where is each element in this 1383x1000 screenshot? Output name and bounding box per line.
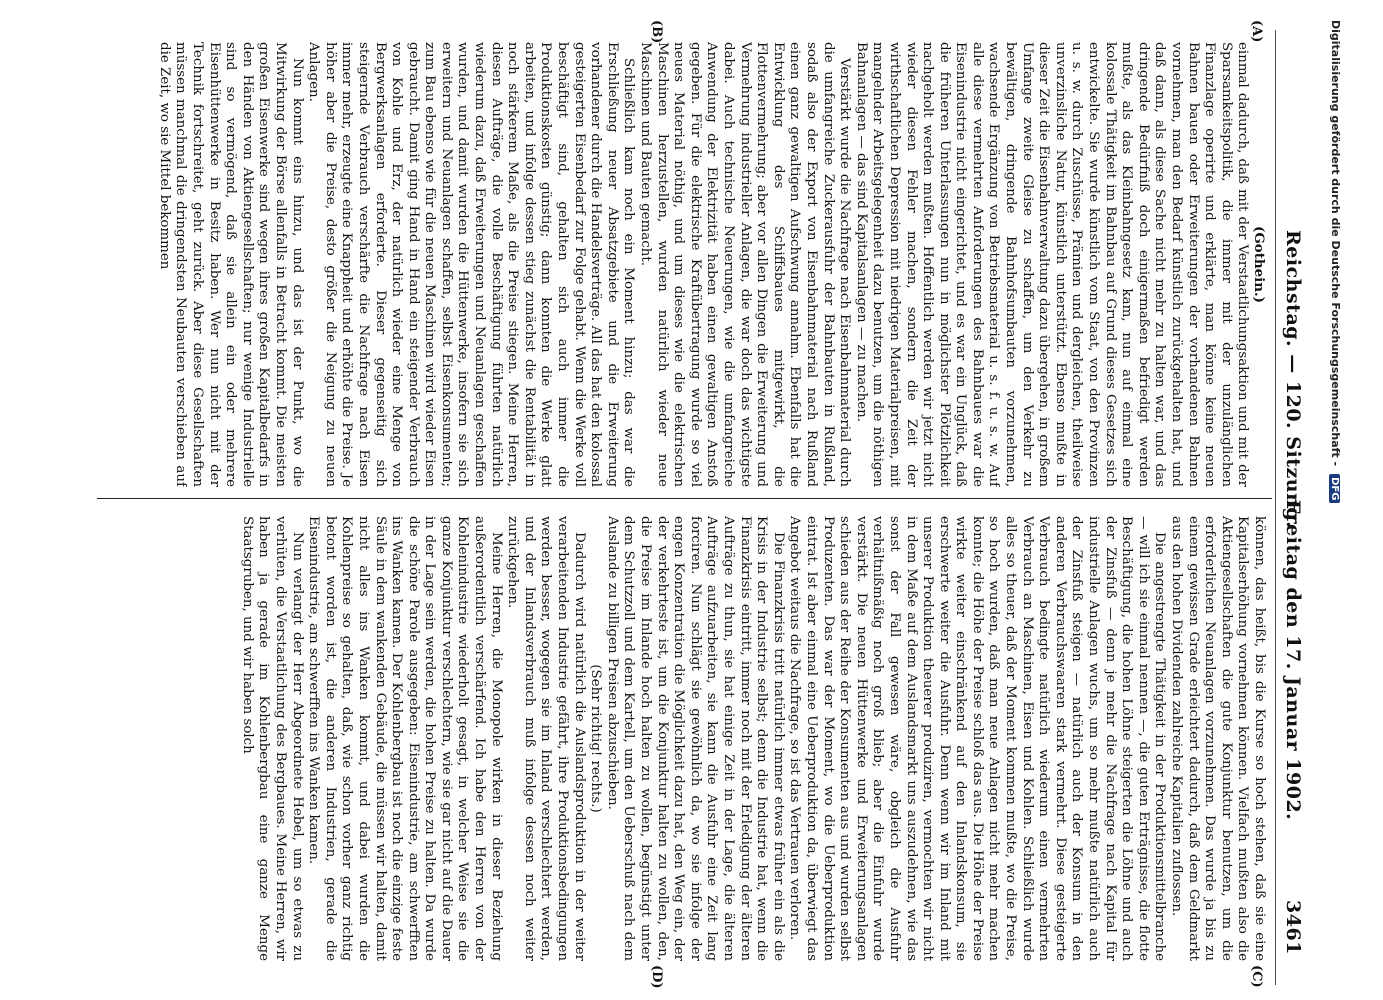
paragraph: Meine Herren, die Monopole wirken in dieser Beziehung außerordentlich verschärfend. Ich habe den Herren von der Kohlenindustrie wiederholt gesagt, in welcher Weise sie die ganze Konjunktur verschlechtern, wie sie gar nicht auf die Dauer in der Lage sein werden, die hohen Preise zu halten. Da wurde die schöne Parole ausgegeben: Eisenindustrie, am schwerfften ins Wanken kamen. Der Kohlenbergbau ist noch die einzige feste Säule in dem wankenden Gebäude, die müssen wir halten, damit nicht alles ins Wanken kommt, und dabei wurden die Kohlenpreise so gehalten, daß, wie schon vorher ganz richtig betont worden ist, die anderen Industrien, gerade die Eisenindustrie, am schwerfften ins Wanken kamen. bbox=[306, 516, 504, 961]
header-date: Freitag den 17. Januar 1902. bbox=[1282, 500, 1304, 821]
margin-letter-d: (D) bbox=[649, 965, 664, 989]
footer-text: Digitalisierung gefördert durch die Deutsche Forschungsgemeinschaft - bbox=[1329, 20, 1342, 467]
paragraph: Nun verlangt der Herr Abgeordnete Hebel, um so etwas zu verhüten, die Verstaatlichung des Bergbaues. Meine Herren, wir haben ja gerade im Kohlenbergbau eine ganze Menge Staatsgruben, und wir haben solch bbox=[239, 516, 305, 961]
column-divider bbox=[97, 498, 1272, 499]
margin-letter-a: (A) bbox=[1249, 20, 1264, 43]
page-header bbox=[1272, 30, 1312, 985]
margin-letter-b: (B) bbox=[649, 20, 664, 44]
header-rule bbox=[1275, 30, 1276, 985]
paragraph: Dadurch wird natürlich die Auslandsproduktion in der weiter verarbeitenden Industrie gefährt, ihre Produktionsbedingungen werden besser, wogegen sie im Inland verschlechtert werden, und der Inlandsverbrauch muß infolge dessen noch weiter zurückgehen. bbox=[505, 516, 587, 961]
paragraph: Die Finanzkrisis tritt natürlich immer etwas früher ein als die Krisis in der Industrie selbst; denn die Industrie hat, wenn die Finanzkrisis eintritt, immer noch mit der Erledigung der älteren Aufträge zu thun, sie hat einige Zeit in der Lage, die älteren Aufträge aufzuarbeiten, sie kann die Ausfuhr eine Zeit lang forciren. Nun schlägt sie gewöhnlich da, wo sie infolge der engen Konzentration die Möglichkeit dazu hat, den Weg ein, der der verkehrteste ist, um die Konjunktur halten zu wollen, den, die Preise im Inlande hoch halten zu wollen, begünstigt unter dem Schutzzoll und dem Kartell, um den Ueberschuß nach dem Auslande zu billigen Preisen abzuschieben. bbox=[604, 516, 786, 961]
margin-letter-c: (C) bbox=[1249, 965, 1264, 988]
right-column bbox=[97, 516, 1267, 961]
paragraph: Die angestrengte Thätigkeit in der Produktionsmittelbranche — will ich sie einmal nennen —, die guten Erträgnisse, die flotte Beschäftigung, die hohen Löhne steigerten die Löhne und auch der Zinsfuß — denn je mehr die Nachfrage nach Kapital für industrielle Anlagen wuchs, um so mehr mußte natürlich auch der Zinsfuß steigen — natürlich auch der Konsum in den anderen Verbrauchswaaren stark vermehrt. Diese gesteigerte Verbrauch bedingte natürlich wiederum einen vermehrten Verbrauch an Maschinen, Eisen und Kohlen. Schließlich wurde alles so theuer, daß der Moment kommen mußte, wo die Preise, so hoch wurden, daß man neue Anlagen nicht mehr machen konnte; die Höhe der Preise schloß das aus. Die Höhe der Preise wirkte weiter einschränkend auf den Inlandskonsum, sie erschwerte weiter die Ausfuhr. Denn wenn wir im Inland mit unserer Produktion theuerer produziren, vermochten wir nicht in dem Maße auf dem Auslandsmarkt uns auszudehnen, wie das sonst der Fall gewesen wäre, obgleich die Ausfuhr verhältnißmäßig noch groß blieb; aber die Einfuhr wurde verstärkt. Die neuen Hüttenwerke und Erweiterungsanlagen schieden aus der Reihe der Konsumenten aus und wurden selbst Produzenten. Das war der Moment, wo die Ueberproduktion eintrat. Ist aber einmal eine Ueberproduktion da, überwiegt das Angebot weitaus die Nachfrage, so ist das Vertrauen verloren. bbox=[787, 516, 1168, 961]
header-session: Reichstag. — 120. Sitzung. bbox=[1282, 230, 1304, 529]
paragraph: Nun kommt eins hinzu, und das ist der Punkt, wo die Mitwirkung der Börse allenfalls in Betracht kommt. Die meisten großen Eisenwerke sind wegen ihres großen Kapitalbedarfs in den Händen von Aktiengesellschaften; nur wenige Industrielle sind so vermögend, daß sie allein ein oder mehrere Eisenhüttenwerke in Besitz haben. Wer nun nicht mit der Technik fortschreitet, geht zurück. Aber diese Gesellschaften müssen manchmal die dringendsten Neubauten verschieben auf die Zeit, wo sie Mittel bekommen bbox=[156, 42, 305, 487]
interjection: (Sehr richtig! rechts.) bbox=[588, 664, 604, 813]
paragraph: Schließlich kam noch ein Moment hinzu; das war die Erschließung neuer Absatzgebiete und die Erweiterung vorhandener durch die Handelsverträge. All das hat den kolossal gesteigerten Eisenbedarf zur Folge gehabt. Wenn die Werke voll beschäftigt sind, gehalten sich auch immer die Produktionskosten günstig; dann konnten die Werke glatt arbeiten, und infolge dessen stieg zunächst die Rentabilität in noch stärkerem Maße, als die Preise stiegen. Meine Herren, diesen Aufträge, die volle Beschäftigung führten natürlich wiederum dazu, daß Erweiterungen und Neuanlagen geschaffen wurden, und damit wurden die Hüttenwerke, insofern sie sich erweitern und Neuanlagen schaffen, selbst Eisenkonsumenten; zum Bau ebenso wie für die neuen Maschinen wird wieder Eisen gebraucht. Damit ging Hand in Hand ein steigender Verbrauch von Kohle und Erz, der natürlich wieder eine Menge von Bergwerksanlagen erforderte. Dieser gegenseitig sich steigernde Verbrauch verschärfte die Nachfrage nach Eisen immer mehr, erzeugte eine Knappheit und erhöhte die Preise. Je höher aber die Preise, desto größer die Neigung zu neuen Anlagen. bbox=[306, 42, 637, 487]
page-number: 3461 bbox=[1282, 900, 1304, 955]
speaker-label: (Gothein.) bbox=[1251, 226, 1267, 303]
paragraph: können, das heißt, bis die Kurse so hoch stehen, daß sie eine Kapitalserhöhung vornehmen können. Vielfach mußten also die Aktiengesellschaften die gute Konjunktur benutzen, um die erforderlichen Neuanlagen vorzunehmen. Das wurde ja bis zu einem gewissen Grade erleichtert dadurch, daß dem Geldmarkt aus den hohen Dividenden zahlreiche Kapitalien zuflossen. bbox=[1169, 516, 1267, 961]
digitization-footer bbox=[1320, 20, 1342, 980]
paragraph: Verstärkt wurde die Nachfrage nach Eisenbahnmaterial durch die umfangreiche Zuckerausfuhr der Bahnbauten in Rußland, sodaß also der Export von Eisenbahnmaterial nach Rußland einen ganz gewaltigen Aufschwung annahm. Ebenfalls hat die Entwicklung des Schiffsbaues mitgewirkt, die Flottenvermehrung; aber vor allen Dingen die Erweiterung und Vermehrung industrieller Anlagen, die war doch das wichtigste dabei. Auch technische Neuerungen, wie die umfangreiche Anwendung der Elektrizität haben einen gewaltigen Anstoß gegeben. Für die elektrische Kraftübertragung wurde so viel neues Material nöthig, und um dieses wie die elektrischen Maschinen herzustellen, wurden natürlich wieder neue Maschinen und Bauten gemacht. bbox=[638, 42, 853, 487]
paragraph: einmal dadurch, daß mit der Verstaatlichungsaktion und mit der Sparsamkeitspolitik, die immer mit der unzulänglichen Finanzlage operirte und erklärte, man könne keine neuen Bahnen bauen oder Erweiterungen der vorhandenen Bahnen vornehmen, man den Bedarf künstlich zurückgehalten hat, und daß dann, als diese Sache nicht mehr zu halten war, und das dringende Bedürfniß doch einigermaßen befriedigt werden mußte, als das Kleinbahngesetz kam, nun auf einmal eine kolossale Thätigkeit im Bahnbau auf Grund dieses Gesetzes sich entwickelte. Sie wurde künstlich vom Staat, von den Provinzen u. s. w. durch Zuschüsse, Prämien und dergleichen, theilweise unverzinsliche Natur, künstlich unterstützt. Ebenso mußte in dieser Zeit die Eisenbahnverwaltung dazu übergehen, in großem Umfange zweite Gleise zu schaffen, um den Verkehr zu bewältigen, dringende Bahnhofsumbauten vorzunehmen, wachsende Ergänzung von Betriebsmaterial u. s. f. u. s. w. Auf alle diese vermehrten Anforderungen des Bahnbaues war die Eisenindustrie nicht eingerichtet, und es war ein Unglück, daß die früheren Unterlassungen nun in möglichster Plötzlichkeit nachgeholt werden mußten. Hoffentlich werden wir jetzt nicht wieder diesen Fehler machen, sondern die Zeit der wirthschaftlichen Depression mit niedrigen Materialpreisen, mit mangelnder Arbeitsgelegenheit dazu benutzen, um die nöthigen Bahnanlagen — das sind Kapitalsanlagen — zu machen. bbox=[853, 42, 1251, 487]
newspaper-page bbox=[72, 20, 1312, 989]
dfg-logo: DFG bbox=[1329, 474, 1340, 503]
left-column bbox=[97, 42, 1267, 487]
